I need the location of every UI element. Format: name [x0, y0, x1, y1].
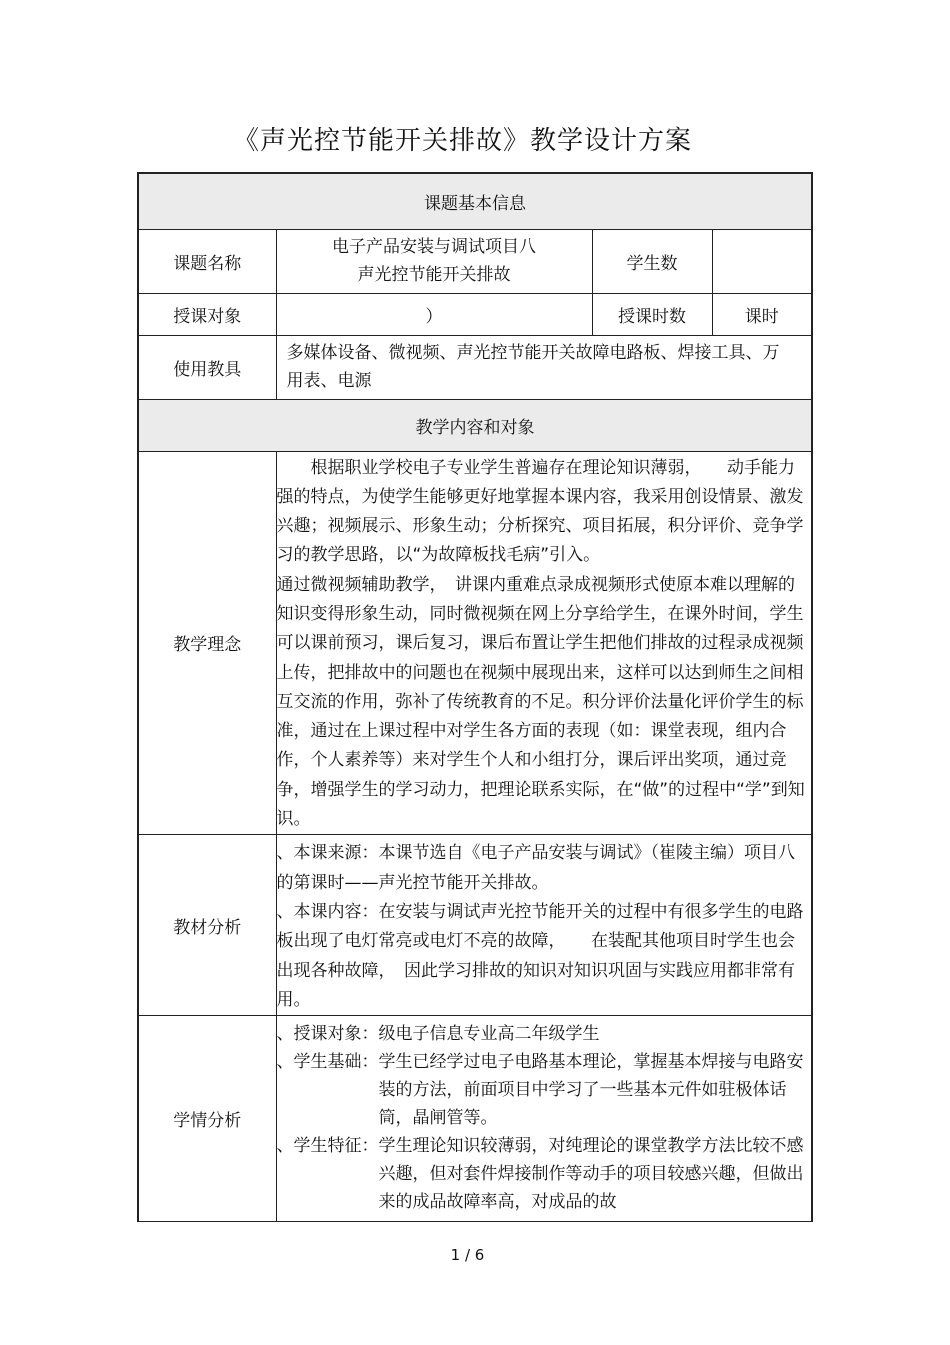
material-analysis-content: [276, 835, 812, 1016]
course-name-value: [276, 229, 592, 293]
teaching-tools-label: 使用教具: [138, 335, 276, 399]
teaching-hours-value: 课时: [712, 293, 812, 335]
teaching-target-label: 授课对象: [138, 293, 276, 335]
learner-item-2-key: 、学生基础：: [276, 1052, 379, 1073]
concept-paragraph-2: 通过微视频辅助教学， 讲课内重难点录成视频形式使原本难以理解的知识变得形象生动，同时微视频在网上分享给学生，在课外时间，学生可以课前预习，课后复习，课后布置让学生把他们排故的过程录成视频上传，把排故中的问题也在视频中展现出来，这样可以达到师生之间相互交流的作用，弥补了传统教育的不足。积分评价法量化评价学生的标准，通过在上课过程中对学生各方面的表现（如：课堂表现，组内合作，个人素养等）来对学生个人和小组打分，课后评出奖项，通过竞争，增强学生的学习动力，把理论联系实际，在“做”的过程中“学”到知识。: [276, 574, 805, 830]
student-count-value: [712, 229, 812, 293]
course-name-line2: 声光控节能开关排故: [357, 265, 511, 285]
learner-analysis-content: [276, 1016, 812, 1222]
section-heading-basic-info: 课题基本信息: [138, 173, 812, 229]
learner-analysis-label: 学情分析: [138, 1016, 276, 1222]
student-count-label: 学生数: [592, 229, 712, 293]
document-title: 《声光控节能开关排故》教学设计方案: [232, 126, 692, 156]
teaching-concept-label: 教学理念: [138, 451, 276, 835]
teaching-target-value: ）: [276, 293, 592, 335]
learner-item-3-key: 、学生特征：: [276, 1136, 379, 1157]
learner-item-1: 、授课对象：级电子信息专业高二年级学生: [276, 1024, 600, 1045]
section-heading-content: 教学内容和对象: [138, 399, 812, 451]
teaching-tools-value: 多媒体设备、微视频、声光控节能开关故障电路板、焊接工具、万用表、电源: [276, 335, 812, 399]
course-name-line1: 电子产品安装与调试项目八: [332, 237, 536, 257]
learner-item-3: [277, 1132, 812, 1216]
material-analysis-label: 教材分析: [138, 835, 276, 1016]
learner-item-2: [277, 1048, 812, 1132]
learner-item-2-value: 学生已经学过电子电路基本理论，掌握基本焊接与电路安装的方法，前面项目中学习了一些基本元件如驻极体话筒，晶闸管等。: [378, 1052, 804, 1129]
teaching-hours-label: 授课时数: [592, 293, 712, 335]
page-number: 1 / 6: [450, 1246, 485, 1264]
material-paragraph-1: 、本课来源：本课节选自《电子产品安装与调试》（崔陵主编）项目八的第课时——声光控节能开关排故。: [276, 843, 795, 893]
teaching-concept-content: [276, 451, 812, 835]
concept-paragraph-1: 根据职业学校电子专业学生普遍存在理论知识薄弱， 动手能力强的特点，为使学生能够更好地掌握本课内容，我采用创设情景、激发兴趣；视频展示、形象生动；分析探究、项目拓展，积分评价、竞争学习的教学思路，以“为故障板找毛病”引入。: [276, 457, 804, 566]
learner-item-3-value: 学生理论知识较薄弱，对纯理论的课堂教学方法比较不感兴趣，但对套件焊接制作等动手的项目较感兴趣，但做出来的成品故障率高，对成品的故: [378, 1136, 804, 1213]
material-paragraph-2: 、本课内容：在安装与调试声光控节能开关的过程中有很多学生的电路板出现了电灯常亮或电灯不亮的故障， 在装配其他项目时学生也会出现各种故障， 因此学习排故的知识对知识巩固与实践应用都非常有用。: [276, 901, 804, 1010]
course-name-label: 课题名称: [138, 229, 276, 293]
lesson-plan-table: [137, 172, 813, 1222]
